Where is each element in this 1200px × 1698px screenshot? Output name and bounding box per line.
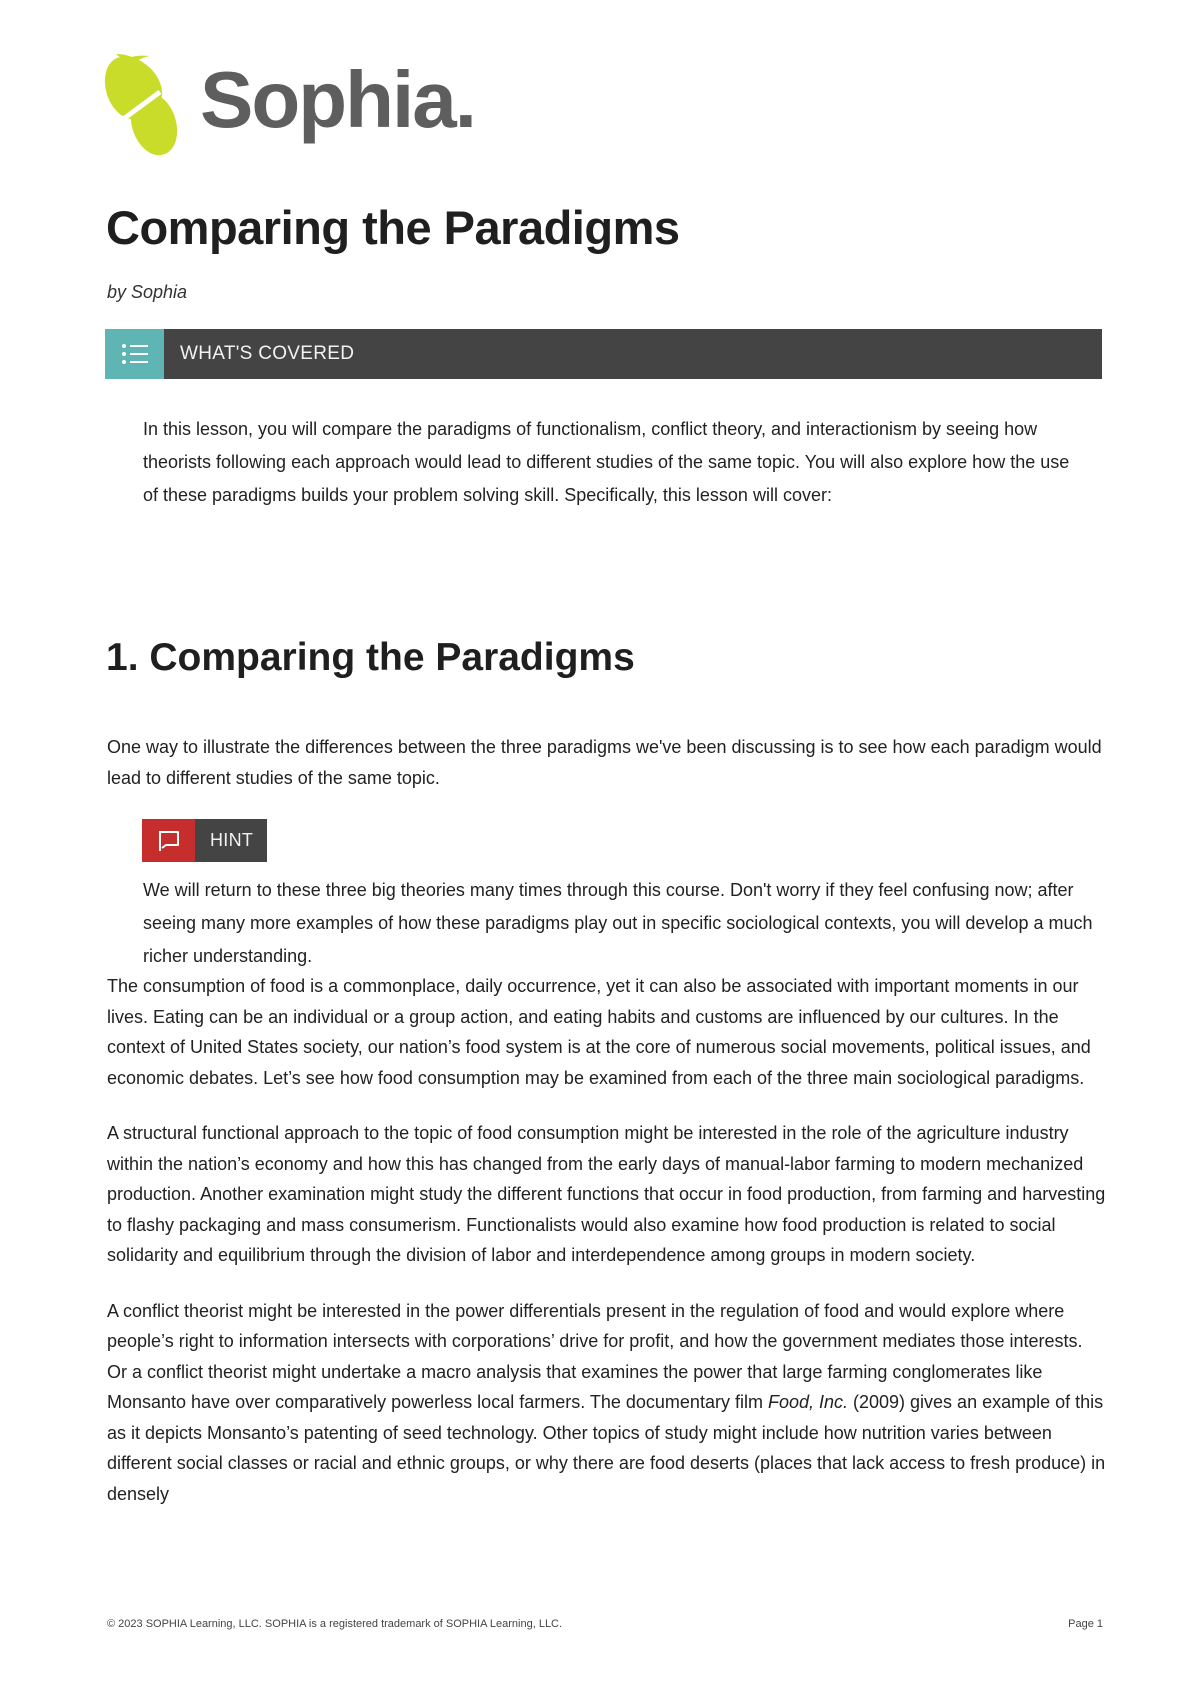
page-title: Comparing the Paradigms [106, 201, 680, 254]
sophia-logo [104, 54, 475, 158]
whats-covered-label: WHAT'S COVERED [180, 343, 355, 364]
paragraph-food-consumption: The consumption of food is a commonplace, daily occurrence, yet it can also be associated with important moments in our lives. Eating can be an individual or a group action, and eating habits and customs are influenced by our cultures. In the context of United States society, our nation’s food system is at the core of numerous social movements, political issues, and economic debates. Let’s see how food consumption may be examined from each of the three main sociological paradigms. [107, 976, 1091, 1088]
film-title: Food, Inc. [767, 1392, 848, 1412]
body-content [107, 971, 1107, 1534]
sophia-wordmark: Sophia. [200, 55, 475, 144]
hint-banner [142, 819, 267, 862]
sophia-logo-icon [104, 54, 178, 158]
paragraph-functionalism: A structural functional approach to the topic of food consumption might be interested in the role of the agriculture industry within the nation’s economy and how this has changed from the early days of manual-labor farming to modern mechanized production. Another examination might study the different functions that occur in food production, from farming and harvesting to flashy packaging and mass consumerism. Functionalists would also examine how food production is related to social solidarity and equilibrium through the division of labor and interdependence among groups in modern society. [107, 1123, 1106, 1265]
list-icon [121, 342, 149, 366]
whats-covered-icon-box [105, 329, 164, 379]
whats-covered-banner [105, 329, 1102, 379]
intro-paragraph: One way to illustrate the differences between the three paradigms we've been discussing is to see how each paradigm would lead to different studies of the same topic. [107, 737, 1102, 788]
paragraph-conflict-theory: A conflict theorist might be interested in the power differentials present in the regulation of food and would explore where people’s right to information intersects with corporations’ drive for profit, and how the government mediates those interests. Or a conflict theorist might undertake a macro analysis that examines the power that large farming conglomerates like Monsanto have over comparatively powerless local farmers. The documentary film Food, Inc. (2009) gives an example of this as it depicts Monsanto’s patenting of seed technology. Other topics of study might include how nutrition varies between different social classes or racial and ethnic groups, or why there are food deserts (places that lack access to fresh produce) in densely [107, 1300, 1106, 1504]
footer-page-number: Page 1 [1068, 1618, 1103, 1630]
whats-covered-text: In this lesson, you will compare the paradigms of functionalism, conflict theory, and interactionism by seeing how theorists following each approach would lead to different studies of the same topic. You will also explore how the use of these paradigms builds your problem solving skill. Specifically, this lesson will cover: [143, 419, 1070, 505]
flag-icon [157, 829, 181, 853]
hint-text: We will return to these three big theories many times through this course. Don't worry if they feel confusing now; after seeing many more examples of how these paradigms play out in specific sociological contexts, you will develop a much richer understanding. [143, 880, 1093, 966]
hint-icon-box [142, 819, 195, 862]
hint-label: HINT [210, 830, 254, 850]
footer-copyright: © 2023 SOPHIA Learning, LLC. SOPHIA is a registered trademark of SOPHIA Learning, LLC. [107, 1618, 563, 1630]
section-heading: 1. Comparing the Paradigms [106, 636, 635, 679]
byline: by Sophia [107, 282, 188, 302]
